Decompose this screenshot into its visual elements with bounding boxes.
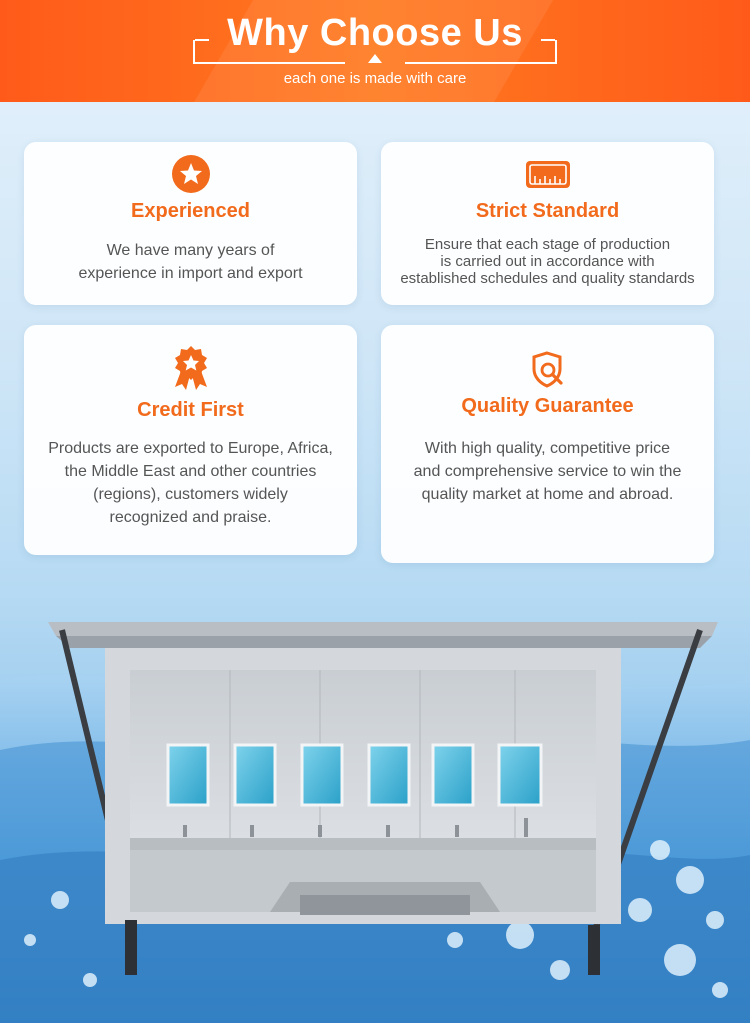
mobile-washroom-trailer-image bbox=[0, 600, 750, 1023]
card-experienced bbox=[24, 142, 357, 305]
card-description: We have many years of experience in import and export bbox=[78, 242, 303, 282]
card-description: Ensure that each stage of production is carried out in accordance with established schedules and quality standards bbox=[400, 236, 695, 287]
card-credit-first bbox=[24, 325, 357, 555]
page-title: Why Choose Us bbox=[227, 12, 523, 54]
header-banner bbox=[0, 0, 750, 102]
ruler-icon bbox=[525, 160, 571, 195]
card-title: Quality Guarantee bbox=[461, 395, 634, 417]
card-description: With high quality, competitive price and comprehensive service to win the quality market at home and abroad. bbox=[413, 440, 682, 503]
card-title: Strict Standard bbox=[475, 200, 620, 222]
card-title: Experienced bbox=[131, 200, 250, 222]
star-badge-icon bbox=[171, 154, 211, 199]
title-pointer-icon bbox=[368, 54, 382, 63]
award-ribbon-icon bbox=[169, 345, 213, 396]
card-title: Credit First bbox=[137, 399, 244, 421]
shield-search-icon bbox=[531, 351, 565, 394]
page-subtitle: each one is made with care bbox=[283, 70, 467, 87]
card-quality-guarantee bbox=[381, 325, 714, 563]
card-strict-standard bbox=[381, 142, 714, 305]
card-description: Products are exported to Europe, Africa, the Middle East and other countries (regions), customers widely recognized and praise. bbox=[48, 440, 333, 526]
